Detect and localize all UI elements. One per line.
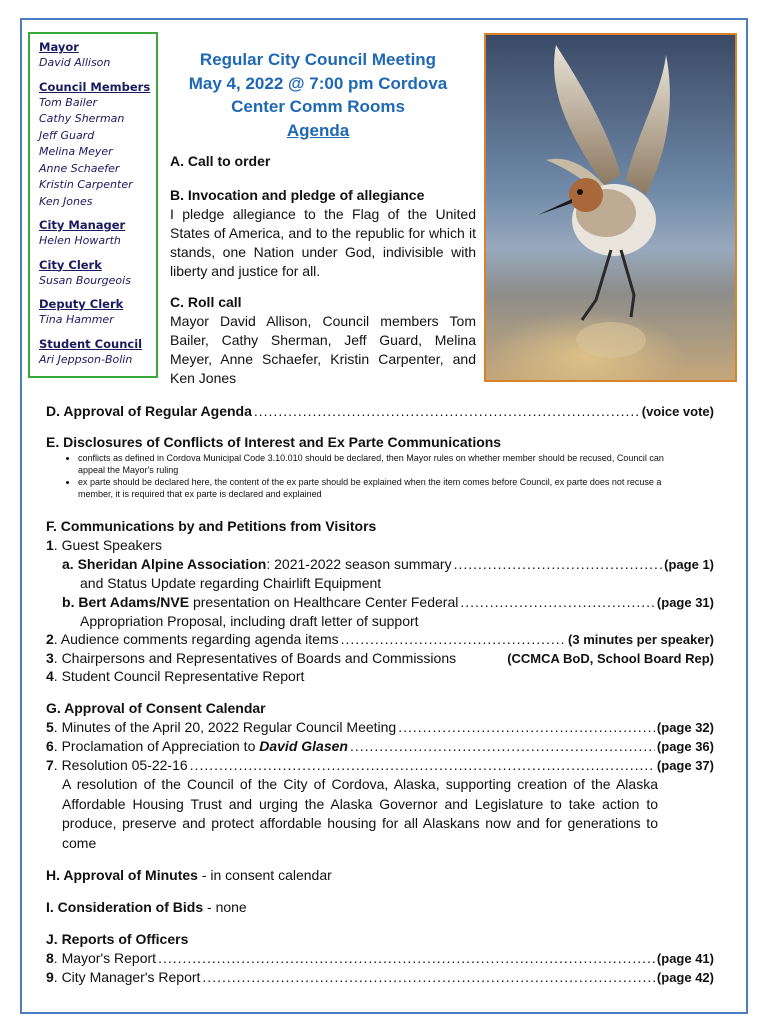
leader-dots — [254, 402, 640, 421]
disclosure-bullet: • ex parte should be declared here, the content of the ex parte should be explained when the item comes before Council, ex parte does not recuse a member, it is required that ex parte is declared and explained — [78, 476, 664, 500]
agenda-item-3 — [46, 649, 714, 668]
leader-dots — [158, 949, 655, 968]
mayor-name: David Allison — [39, 56, 111, 69]
item-number: 1 — [46, 537, 54, 553]
mayor-heading: Mayor — [39, 40, 79, 54]
item-letter: b — [62, 594, 71, 610]
item-text: . Chairpersons and Representatives of Boards and Commissions — [53, 650, 457, 666]
call-to-order-heading: A. Call to order — [170, 153, 271, 169]
agenda-item-1a — [62, 555, 714, 574]
manager-name: Helen Howarth — [39, 234, 121, 247]
item-text: . Resolution 05-22-16 — [53, 757, 188, 773]
leader-dots — [190, 756, 655, 775]
council-member: Anne Schaefer — [39, 161, 120, 175]
manager-heading: City Manager — [39, 218, 126, 232]
representatives-note: (CCMCA BoD, School Board Rep) — [507, 651, 714, 666]
communications-heading: F. Communications by and Petitions from Visitors — [46, 518, 377, 534]
agenda-item-9 — [46, 968, 714, 987]
council-member: Jeff Guard — [39, 128, 95, 142]
page-ref: (page 37) — [656, 758, 714, 773]
section-heading: H. Approval of Minutes — [46, 867, 198, 883]
officials-sidebar — [28, 32, 158, 378]
voice-vote-note: (voice vote) — [641, 404, 714, 419]
student-name: Ari Jeppson-Bolin — [39, 352, 133, 366]
roll-call-text: Mayor David Allison, Council members Tom Bailer, Cathy Sherman, Jeff Guard, Melina Meyer, Anne Schaefer, Kristin Carpenter, and Ken Jones — [170, 313, 476, 386]
section-note: - in consent calendar — [197, 867, 332, 883]
item-number: 2 — [46, 631, 54, 647]
bird-image — [486, 35, 735, 380]
item-letter: a — [62, 556, 70, 572]
approval-agenda-heading: D. Approval of Regular Agenda — [46, 403, 252, 419]
approval-minutes — [46, 866, 332, 885]
agenda-item-6 — [46, 737, 714, 756]
section-note: - none — [203, 899, 247, 915]
invocation-heading: B. Invocation and pledge of allegiance — [170, 187, 425, 203]
agenda-item-5 — [46, 718, 714, 737]
item-text: . City Manager's Report — [53, 969, 201, 985]
item-continuation: Appropriation Proposal, including draft letter of support — [80, 613, 419, 629]
disclosures-list — [64, 452, 664, 500]
speaker-name: . Bert Adams/NVE — [70, 594, 190, 610]
page-ref: (page 36) — [656, 739, 714, 754]
deputy-name: Tina Hammer — [39, 313, 114, 326]
agenda-item-1b — [62, 593, 714, 612]
item-continuation: and Status Update regarding Chairlift Equipment — [80, 575, 382, 591]
deputy-heading: Deputy Clerk — [39, 297, 124, 311]
item-text: . Student Council Representative Report — [53, 668, 305, 684]
agenda-item-4 — [46, 667, 304, 686]
meeting-title — [168, 48, 468, 142]
page-ref: (page 42) — [656, 970, 714, 985]
leader-dots — [350, 737, 655, 756]
page-ref: (page 41) — [656, 951, 714, 966]
leader-dots — [454, 555, 663, 574]
disclosure-bullet: • conflicts as defined in Cordova Municipal Code 3.10.010 should be declared, then Mayor rules on whether member should be recused, Council can appeal the Mayor's ruling — [78, 452, 664, 476]
council-member: Tom Bailer — [39, 95, 97, 109]
page-ref: (page 31) — [656, 595, 714, 610]
agenda-item-d — [46, 402, 714, 421]
consideration-bids — [46, 898, 247, 917]
leader-dots — [341, 630, 566, 649]
item-number: 8 — [46, 950, 54, 966]
disclosures-heading: E. Disclosures of Conflicts of Interest and Ex Parte Communications — [46, 434, 502, 450]
agenda-item-7 — [46, 756, 714, 775]
roll-call-heading: C. Roll call — [170, 294, 242, 310]
title-line-3: Center Comm Rooms — [231, 97, 405, 116]
item-text: . Minutes of the April 20, 2022 Regular Council Meeting — [53, 719, 397, 735]
council-member: Melina Meyer — [39, 145, 113, 158]
resolution-description: A resolution of the Council of the City of Cordova, Alaska, supporting creation of the Alaska Affordable Housing Trust and urging the Alaska Governor and Legislature to take action to produce, preserve and protect affordable housing for all Alaskans now and for generations to come — [62, 776, 658, 851]
item-number: 6 — [46, 738, 54, 754]
clerk-name: Susan Bourgeois — [39, 273, 131, 287]
title-line-2: May 4, 2022 @ 7:00 pm Cordova — [188, 73, 448, 93]
section-heading: I. Consideration of Bids — [46, 899, 204, 915]
item-text: . Mayor's Report — [53, 950, 157, 966]
item-text: . Audience comments regarding agenda items — [53, 631, 339, 647]
clerk-heading: City Clerk — [39, 257, 102, 272]
item-text: : 2021-2022 season summary — [266, 556, 452, 572]
council-member: Kristin Carpenter — [39, 178, 133, 191]
page-ref: (page 1) — [664, 557, 714, 572]
leader-dots — [398, 718, 655, 737]
item-number: 4 — [46, 668, 54, 684]
item-number: 9 — [46, 969, 54, 985]
item-text: . Guest Speakers — [53, 537, 162, 553]
item-number: 3 — [46, 650, 54, 666]
agenda-item-2 — [46, 630, 714, 649]
page-ref: (page 32) — [656, 720, 714, 735]
council-heading: Council Members — [39, 79, 151, 94]
speaker-name: . Sheridan Alpine Association — [69, 556, 267, 572]
agenda-label: Agenda — [286, 120, 350, 140]
reports-heading: J. Reports of Officers — [46, 931, 189, 947]
honoree-name: David Glasen — [259, 738, 348, 754]
leader-dots — [460, 593, 655, 612]
consent-calendar-heading: G. Approval of Consent Calendar — [46, 700, 266, 716]
student-heading: Student Council — [39, 336, 143, 351]
sandpiper-photo — [484, 33, 737, 382]
agenda-item-1 — [46, 536, 162, 555]
title-line-1: Regular City Council Meeting — [199, 50, 437, 69]
item-text: presentation on Healthcare Center Federal — [189, 594, 459, 610]
council-member: Cathy Sherman — [39, 112, 125, 125]
item-number: 7 — [46, 757, 54, 773]
agenda-item-8 — [46, 949, 714, 968]
item-number: 5 — [46, 719, 54, 735]
leader-dots — [202, 968, 655, 987]
item-text: . Proclamation of Appreciation to — [53, 738, 260, 754]
council-member: Ken Jones — [39, 194, 93, 208]
pledge-text: I pledge allegiance to the Flag of the United States of America, and to the republic for which it stands, one Nation under God, indivisible with liberty and justice for all. — [170, 206, 476, 279]
page-ref: (3 minutes per speaker) — [568, 632, 714, 647]
